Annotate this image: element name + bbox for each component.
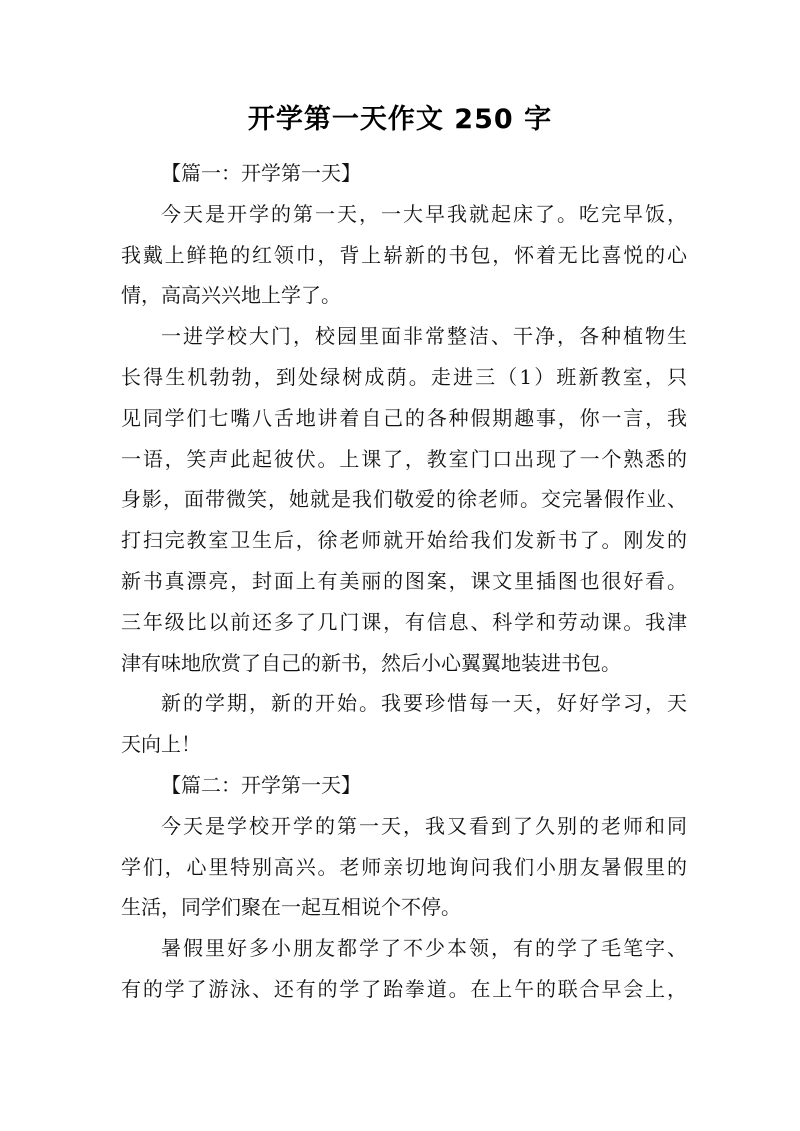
text-line: 身影，面带微笑，她就是我们敬爱的徐老师。交完暑假作业、 bbox=[121, 487, 687, 512]
text-line: 学们，心里特别高兴。老师亲切地询问我们小朋友暑假里的 bbox=[121, 854, 687, 879]
text-line: 有的学了游泳、还有的学了跆拳道。在上午的联合早会上， bbox=[121, 976, 687, 1001]
text-line: 一语，笑声此起彼伏。上课了，教室门口出现了一个熟悉的 bbox=[121, 446, 687, 471]
text-line: 今天是学校开学的第一天，我又看到了久别的老师和同 bbox=[161, 813, 687, 838]
text-line: 新的学期，新的开始。我要珍惜每一天，好好学习，天 bbox=[161, 691, 687, 716]
text-line: 打扫完教室卫生后，徐老师就开始给我们发新书了。刚发的 bbox=[121, 528, 687, 553]
text-line: 见同学们七嘴八舌地讲着自己的各种假期趣事，你一言，我 bbox=[121, 405, 687, 430]
text-line: 三年级比以前还多了几门课，有信息、科学和劳动课。我津 bbox=[121, 609, 687, 634]
text-line: 一进学校大门，校园里面非常整洁、干净，各种植物生 bbox=[161, 324, 687, 349]
text-line: 今天是开学的第一天，一大早我就起床了。吃完早饭， bbox=[161, 201, 687, 226]
document-body bbox=[121, 153, 687, 1010]
text-line: 新书真漂亮，封面上有美丽的图案，课文里插图也很好看。 bbox=[121, 568, 687, 593]
text-line: 情，高高兴兴地上学了。 bbox=[121, 283, 341, 308]
section-heading: 【篇一：开学第一天】 bbox=[161, 161, 361, 185]
text-line: 长得生机勃勃，到处绿树成荫。走进三（1）班新教室，只 bbox=[121, 364, 687, 389]
text-line: 天向上！ bbox=[121, 732, 201, 757]
text-line: 我戴上鲜艳的红领巾，背上崭新的书包，怀着无比喜悦的心 bbox=[121, 242, 687, 267]
text-line: 生活，同学们聚在一起互相说个不停。 bbox=[121, 895, 461, 920]
document-title: 开学第一天作文 250 字 bbox=[247, 104, 553, 135]
text-line: 津有味地欣赏了自己的新书，然后小心翼翼地装进书包。 bbox=[121, 650, 621, 675]
section-heading: 【篇二：开学第一天】 bbox=[161, 772, 361, 797]
text-line: 暑假里好多小朋友都学了不少本领，有的学了毛笔字、 bbox=[161, 936, 687, 961]
